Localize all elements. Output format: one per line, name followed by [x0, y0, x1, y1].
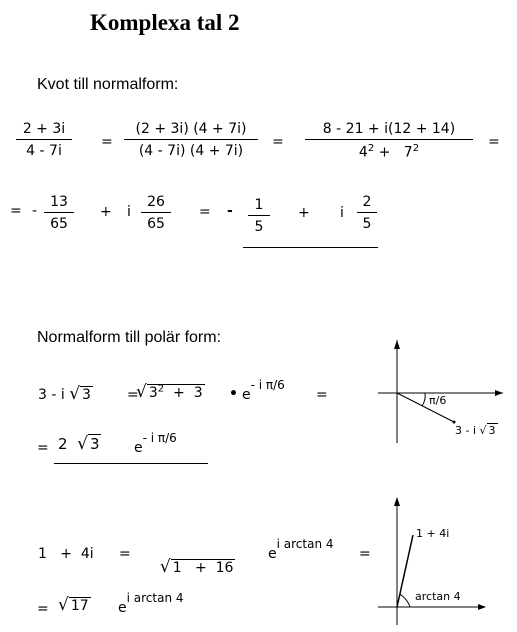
equals-1: =: [101, 134, 113, 150]
fraction-7-denominator: 5: [362, 216, 372, 232]
imaginary-unit-2: i: [340, 205, 344, 221]
equals-4: =: [10, 203, 22, 219]
polar-equals-1: =: [127, 387, 139, 403]
section3-exponential-1: ei arctan 4: [268, 537, 334, 562]
polar-modulus: √ $3^2 + 3$: [136, 382, 203, 402]
plus-sign-2: +: [298, 205, 310, 221]
section2-heading: Normalform till polär form:: [37, 329, 222, 346]
fraction-3-numerator: 8 - 21 + i(12 + 14): [322, 121, 456, 137]
section3-modulus: √ 1 + 16: [159, 557, 234, 577]
diagram-2-angle-label: arctan 4: [415, 590, 461, 603]
diagram-2-point-label: 1 + 4i: [416, 527, 450, 540]
polar-equals-2: =: [316, 387, 328, 403]
polar-equals-3: =: [37, 440, 49, 456]
imaginary-unit-1: i: [127, 204, 131, 220]
sqrt-icon: √: [58, 595, 69, 615]
diagram-1-point-label: 3 - i √ 3: [455, 424, 496, 437]
equals-5: =: [199, 204, 211, 220]
sqrt-icon: √: [77, 434, 88, 454]
fraction-5-denominator: 65: [147, 216, 165, 232]
minus-sign-1: -: [32, 203, 38, 219]
fraction-6-denominator: 5: [254, 219, 264, 235]
fraction-4-numerator: 13: [50, 194, 68, 210]
diagram-2-vector: [397, 535, 413, 607]
diagram-2-x-arrow-icon: [478, 604, 486, 610]
fraction-3-denominator: $4^2$ + $7^2$: [358, 143, 420, 161]
fraction-4-denominator: 65: [50, 216, 68, 232]
section1-heading: Kvot till normalform:: [37, 76, 179, 93]
sqrt-icon: √: [69, 384, 81, 404]
section3-result: √ 17: [58, 595, 89, 615]
sqrt-icon: √: [159, 557, 171, 577]
section3-equals-2: =: [359, 546, 371, 562]
equals-2: =: [272, 134, 284, 150]
section3-equals-3: =: [37, 601, 49, 617]
sqrt-icon: √: [136, 382, 147, 402]
fraction-1-denominator: 4 - 7i: [26, 143, 62, 159]
fraction-7-numerator: 2: [362, 194, 372, 210]
diagram-2-y-arrow-icon: [394, 497, 400, 506]
fraction-5-numerator: 26: [147, 194, 165, 210]
section3-lhs: 1 + 4i: [38, 546, 94, 562]
page-title: Komplexa tal 2: [90, 10, 240, 35]
section3-exponential-2: ei arctan 4: [118, 591, 184, 616]
diagram-1-angle-label: π/6: [429, 394, 447, 407]
sqrt-icon: √: [479, 424, 487, 437]
section3-equals-1: =: [119, 546, 131, 562]
plus-sign-1: +: [100, 204, 112, 220]
minus-sign-2: -: [227, 203, 233, 219]
polar-exponential-2: e- i π/6: [134, 431, 177, 456]
fraction-6-numerator: 1: [254, 197, 264, 213]
fraction-2-denominator: (4 - 7i) (4 + 7i): [138, 143, 244, 159]
polar-lhs: 3 - i √ 3: [38, 384, 91, 404]
equals-3: =: [488, 134, 500, 150]
polar-dot: •: [229, 386, 238, 402]
fraction-1-numerator: 2 + 3i: [22, 121, 66, 137]
diagram-2-angle-arc: [400, 594, 410, 607]
polar-result: 2 √ 3: [58, 434, 100, 454]
polar-exponential-1: e- i π/6: [242, 378, 285, 403]
fraction-2-numerator: (2 + 3i) (4 + 7i): [135, 121, 247, 137]
